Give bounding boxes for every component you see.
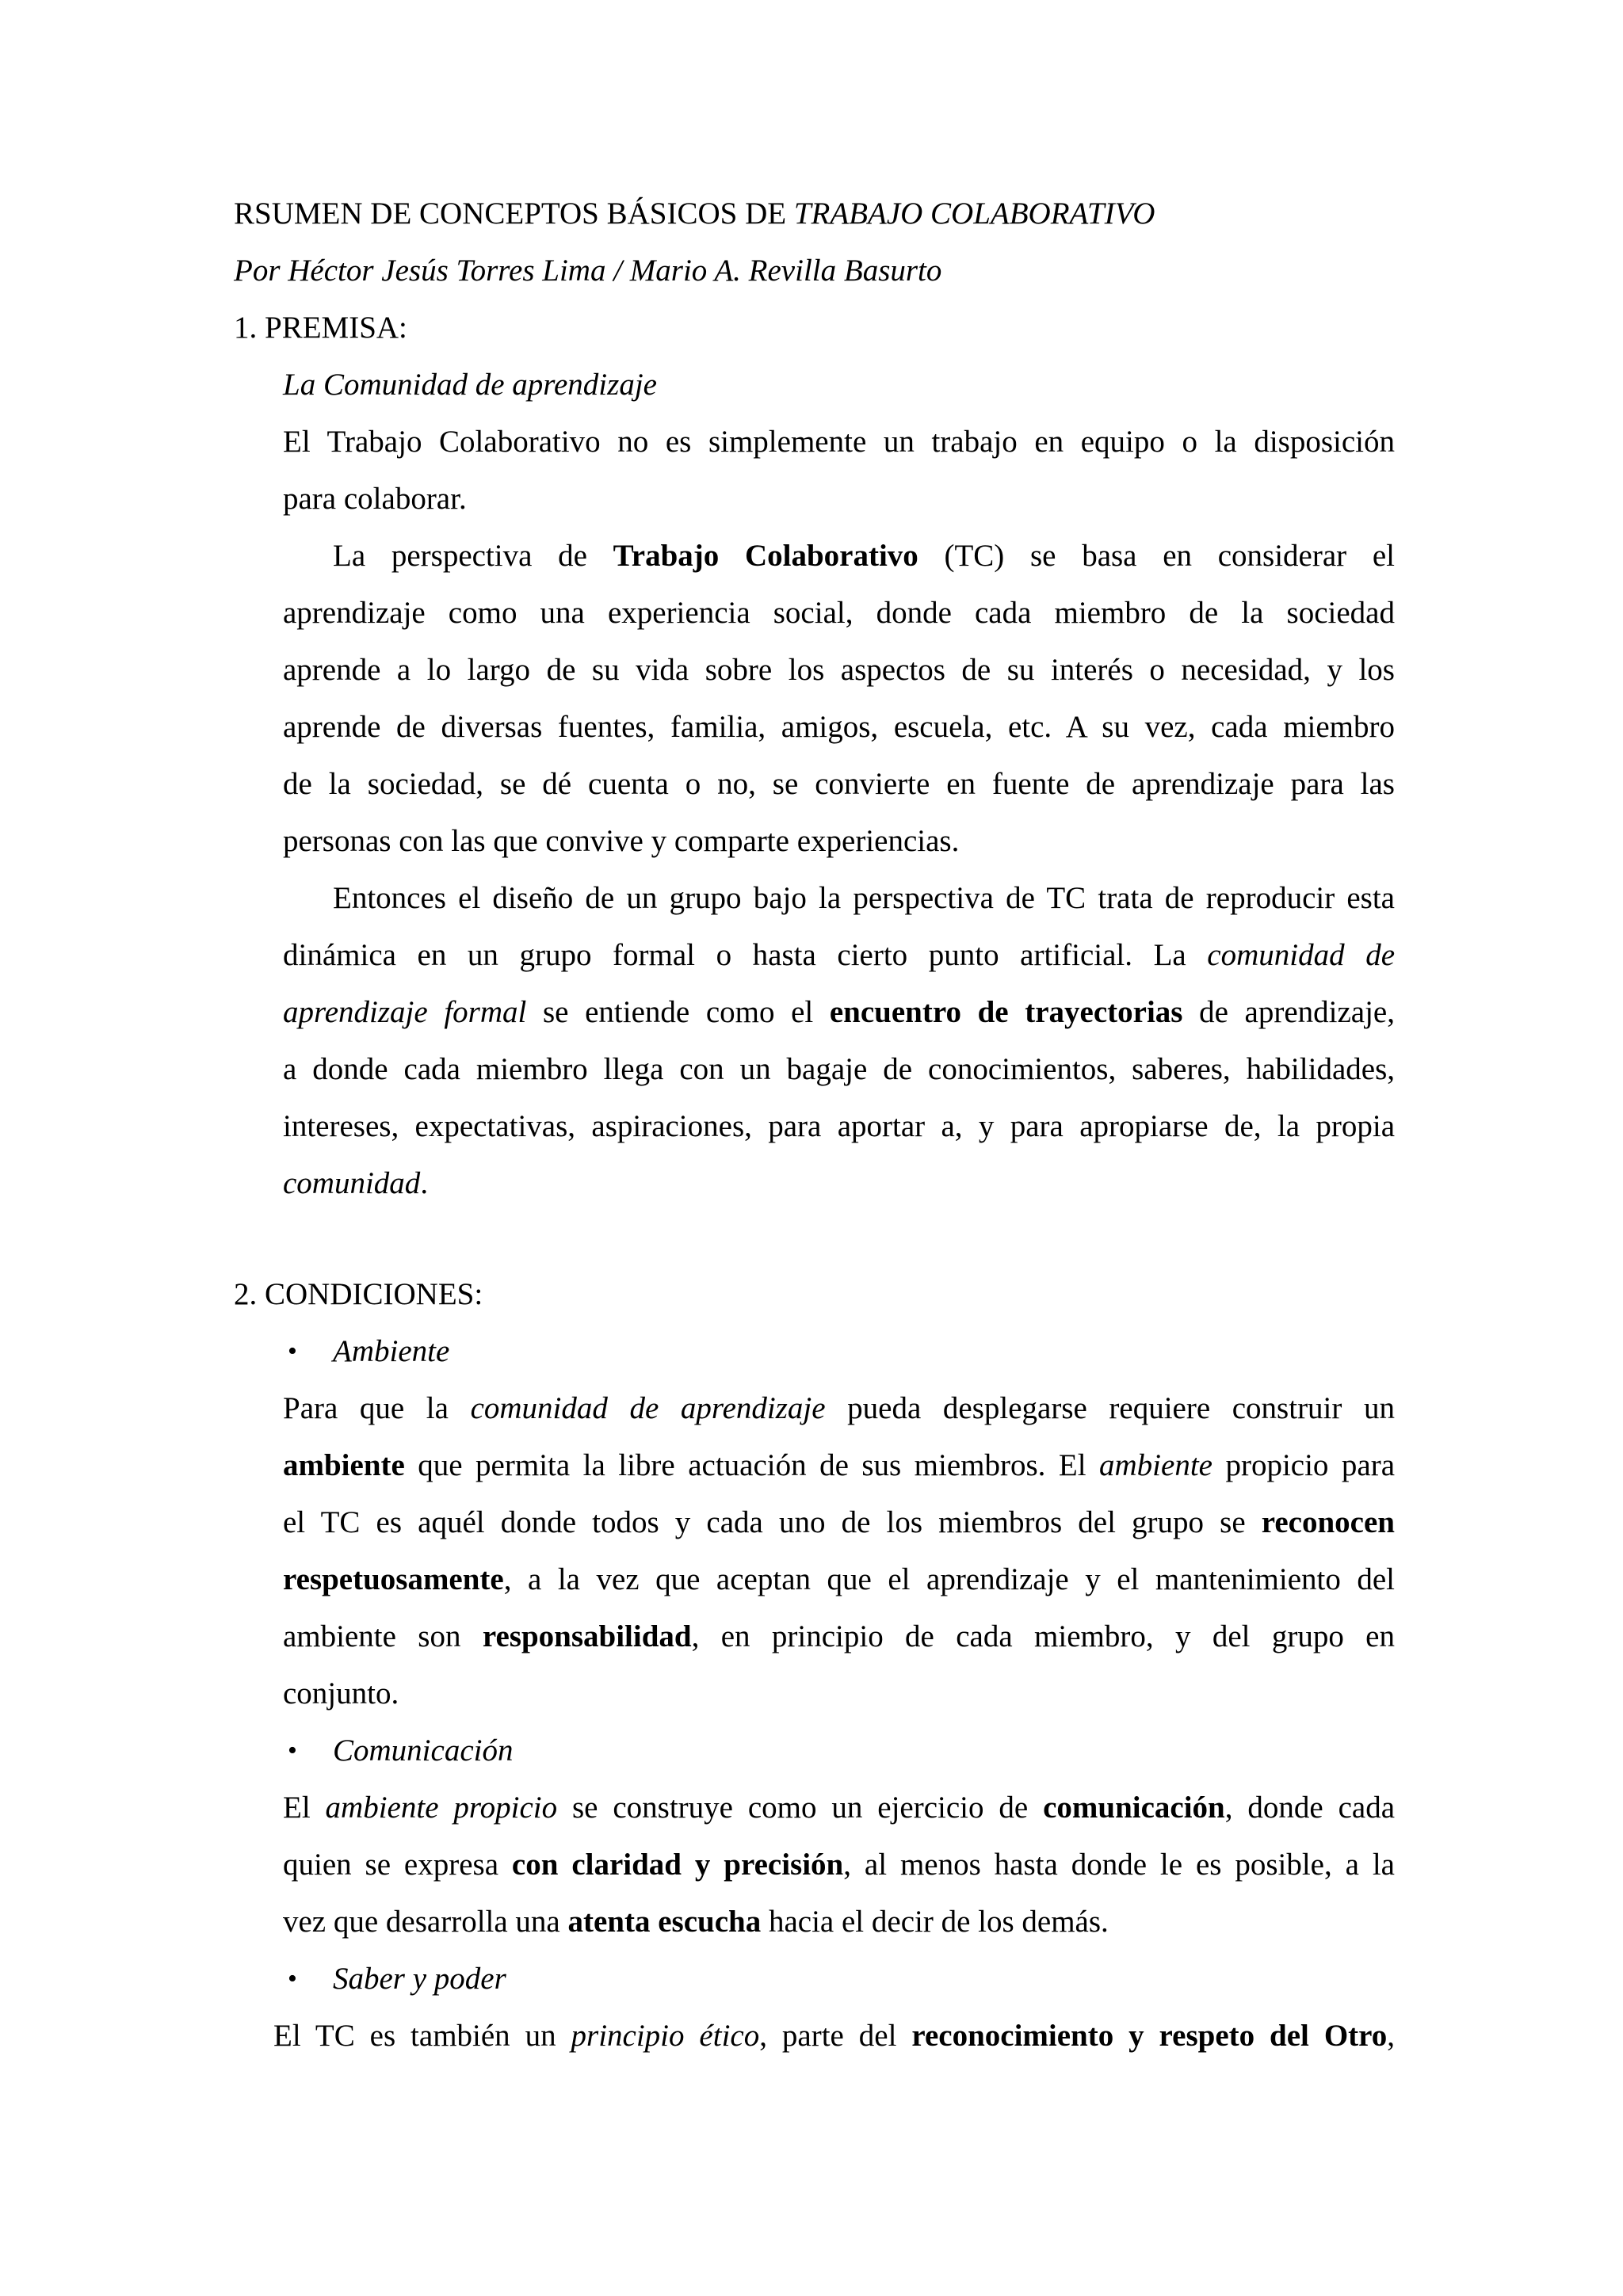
- text-run: (TC) se basa en considerar el: [918, 539, 1395, 573]
- paragraph-line: conjunto.: [283, 1676, 399, 1711]
- bold-run: encuentro de trayectorias: [829, 995, 1183, 1029]
- bullet-icon: •: [288, 1337, 297, 1366]
- paragraph-line: [333, 528, 1395, 585]
- paragraph-line: [283, 1437, 1395, 1494]
- bold-run: ambiente: [283, 1448, 405, 1482]
- document-authors: [234, 242, 941, 299]
- text-run: , al menos hasta donde le es posible, a la: [843, 1848, 1395, 1882]
- text-run: se entiende como el: [526, 995, 830, 1029]
- bold-run: respetuosamente: [283, 1562, 504, 1596]
- text-run: , en principio de cada miembro, y del grupo en: [691, 1619, 1395, 1653]
- italic-run: comunidad de: [1207, 938, 1395, 972]
- paragraph-line: [283, 1551, 1395, 1608]
- italic-run: Ambiente: [333, 1334, 450, 1368]
- bullet-icon: •: [288, 1736, 297, 1765]
- paragraph-line: de la sociedad, se dé cuenta o no, se convierte en fuente de aprendizaje para las: [283, 767, 1395, 801]
- paragraph-line: [283, 1836, 1395, 1894]
- paragraph-line: [283, 1894, 1109, 1951]
- italic-run: Saber y poder: [333, 1962, 506, 1996]
- text-run: propicio para: [1212, 1448, 1395, 1482]
- document-title: [234, 185, 1155, 242]
- text-run: El: [283, 1791, 326, 1825]
- italic-run: ambiente propicio: [325, 1791, 558, 1825]
- text-run: vez que desarrolla una: [283, 1905, 568, 1939]
- bullet-title-comunicacion: [333, 1722, 513, 1779]
- text-run: , a la vez que aceptan que el aprendizaje y el mantenimiento del: [503, 1562, 1395, 1596]
- title-plain: RSUMEN DE CONCEPTOS BÁSICOS DE: [234, 196, 794, 231]
- bullet-title-ambiente: [333, 1323, 449, 1380]
- paragraph-line: [273, 2008, 1395, 2065]
- paragraph-line: para colaborar.: [283, 482, 467, 516]
- italic-run: aprendizaje formal: [283, 995, 527, 1029]
- paragraph-line: Entonces el diseño de un grupo bajo la perspectiva de TC trata de reproducir esta: [333, 881, 1395, 915]
- section-heading-condiciones: 2. CONDICIONES:: [234, 1277, 483, 1311]
- text-run: hacia el decir de los demás.: [761, 1905, 1109, 1939]
- text-run: dinámica en un grupo formal o hasta cierto punto artificial. La: [283, 938, 1208, 972]
- paragraph-line: [283, 1494, 1395, 1551]
- bold-run: reconocen: [1261, 1505, 1395, 1539]
- bold-run: reconocimiento y respeto del Otro: [911, 2019, 1388, 2053]
- paragraph-line: aprende de diversas fuentes, familia, amigos, escuela, etc. A su vez, cada miembro: [283, 710, 1395, 744]
- paragraph-line: [283, 984, 1395, 1041]
- text-run: Para que la: [283, 1391, 471, 1425]
- text-run: ambiente son: [283, 1619, 483, 1653]
- paragraph-line: personas con las que convive y comparte experiencias.: [283, 824, 960, 858]
- paragraph-line: El Trabajo Colaborativo no es simplemente un trabajo en equipo o la disposición: [283, 425, 1395, 459]
- text-run: El TC es también un: [273, 2019, 571, 2053]
- paragraph-line: [283, 927, 1395, 984]
- paragraph-line: a donde cada miembro llega con un bagaje de conocimientos, saberes, habilidades,: [283, 1052, 1395, 1086]
- text-run: el TC es aquél donde todos y cada uno de los miembros del grupo se: [283, 1505, 1262, 1539]
- text-run: La perspectiva de: [333, 539, 613, 573]
- bold-run: responsabilidad: [482, 1619, 692, 1653]
- text-run: que permita la libre actuación de sus miembros. El: [404, 1448, 1100, 1482]
- subheading-comunidad: [283, 357, 657, 414]
- text-run: ,: [1387, 2019, 1395, 2053]
- bold-run: atenta escucha: [567, 1905, 762, 1939]
- bold-run: con claridad y precisión: [511, 1848, 844, 1882]
- title-italic: TRABAJO COLABORATIVO: [793, 196, 1155, 231]
- italic-run: comunidad: [283, 1166, 421, 1200]
- paragraph-line: intereses, expectativas, aspiraciones, para aportar a, y para apropiarse de, la propia: [283, 1109, 1395, 1143]
- text-run: quien se expresa: [283, 1848, 512, 1882]
- paragraph-line: [283, 1608, 1395, 1665]
- authors-text: Por Héctor Jesús Torres Lima / Mario A. Revilla Basurto: [234, 254, 942, 288]
- bold-run: Trabajo Colaborativo: [613, 539, 918, 573]
- paragraph-line: [283, 1779, 1395, 1836]
- italic-run: ambiente: [1099, 1448, 1212, 1482]
- bold-run: comunicación: [1043, 1791, 1225, 1825]
- subheading-text: La Comunidad de aprendizaje: [283, 368, 657, 402]
- text-run: , donde cada: [1224, 1791, 1396, 1825]
- text-run: , parte del: [759, 2019, 912, 2053]
- paragraph-line: [283, 1380, 1395, 1437]
- section-heading-premisa: 1. PREMISA:: [234, 311, 407, 345]
- text-run: pueda desplegarse requiere construir un: [825, 1391, 1395, 1425]
- paragraph-line: aprendizaje como una experiencia social, donde cada miembro de la sociedad: [283, 596, 1395, 630]
- bullet-icon: •: [288, 1964, 297, 1993]
- italic-run: comunidad de aprendizaje: [470, 1391, 826, 1425]
- italic-run: Comunicación: [333, 1733, 514, 1768]
- italic-run: principio ético: [571, 2019, 760, 2053]
- paragraph-line: aprende a lo largo de su vida sobre los aspectos de su interés o necesidad, y los: [283, 653, 1395, 687]
- text-run: se construye como un ejercicio de: [557, 1791, 1044, 1825]
- bullet-title-saber-y-poder: [333, 1951, 506, 2008]
- paragraph-line: [283, 1155, 428, 1212]
- text-run: .: [420, 1166, 429, 1200]
- text-run: de aprendizaje,: [1182, 995, 1395, 1029]
